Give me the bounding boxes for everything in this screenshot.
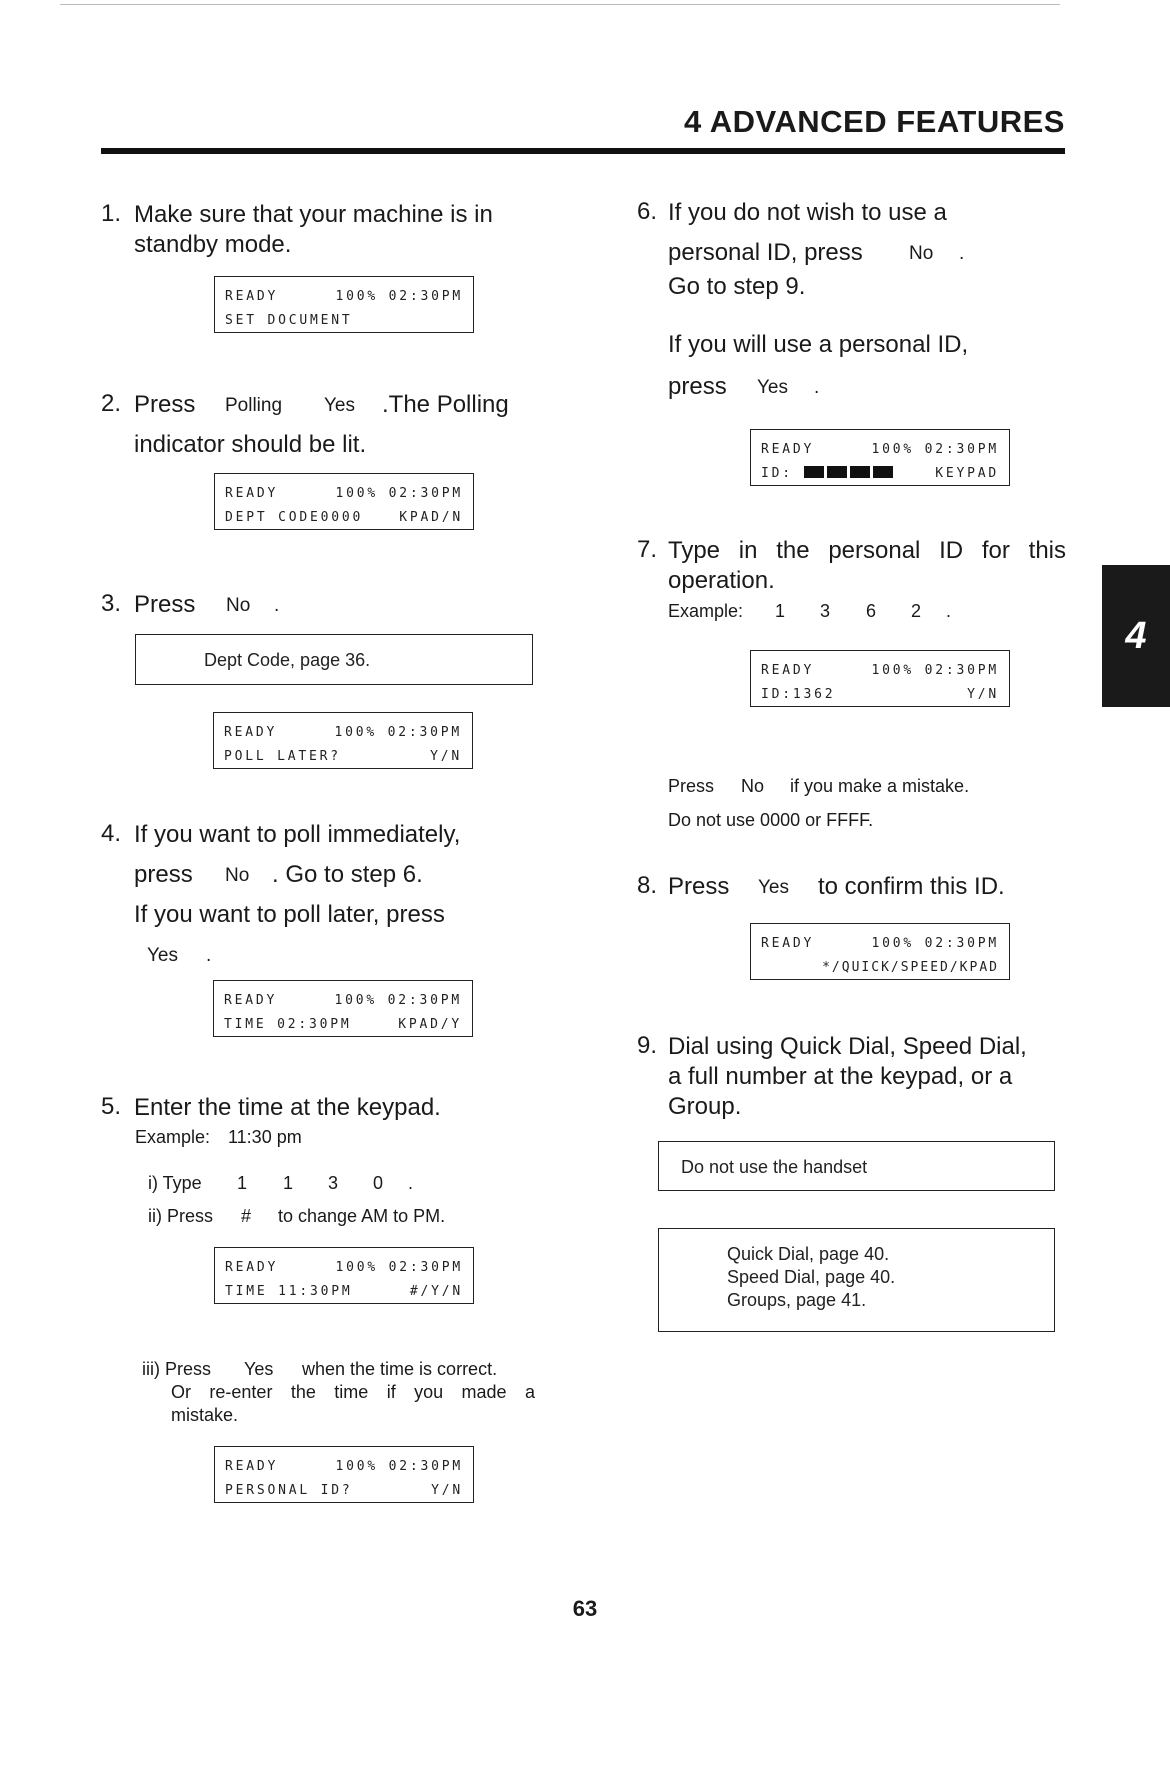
lcd-display-9 [750,923,1010,980]
lcd-text: Y/N [430,749,462,764]
step-8-press: Press [668,873,730,900]
substep-i-label: i) Type [148,1173,202,1193]
yes-key: Yes [324,395,355,416]
step-8-rest: to confirm this ID. [818,873,1005,900]
lcd-display-3 [213,712,473,769]
lcd-display-1 [214,276,474,333]
step-7-line1: Type in the personal ID for this [668,537,1066,564]
lcd-text: READY [225,1260,279,1275]
step-7-number: 7. [637,536,658,563]
lcd-text: 100% 02:30PM [871,936,999,951]
step-7-note-rest: if you make a mistake. [790,776,970,796]
lcd-text: ID:1362 [761,687,836,702]
step-7-note-line2: Do not use 0000 or FFFF. [668,810,874,830]
key-1: 1 [283,1173,294,1193]
lcd-text: #/Y/N [409,1284,463,1299]
no-key: No [225,865,250,886]
lcd-text: */QUICK/SPEED/KPAD [822,960,999,975]
lcd-text: KPAD/Y [398,1017,462,1032]
page-number: 63 [572,1596,598,1621]
note-text: Dept Code, page 36. [204,650,371,670]
lcd-text: TIME 11:30PM [225,1284,353,1299]
step-1-line2: standby mode. [134,231,292,258]
yes-key: Yes [147,945,178,966]
step-6-press: press [668,373,727,400]
step-7-note-press: Press [668,776,715,796]
substep-iii-line2: Or re-enter the time if you made a [171,1382,535,1402]
dept-code-note [135,634,533,685]
reference-speed-dial: Speed Dial, page 40. [727,1267,896,1287]
handset-note [658,1141,1055,1191]
lcd-text: READY [225,289,279,304]
no-key: No [909,243,934,264]
lcd-text: 100% 02:30PM [335,1459,463,1474]
lcd-text: 100% 02:30PM [871,442,999,457]
hash-key: # [241,1206,252,1226]
substep-iii-line3: mistake. [171,1405,239,1425]
lcd-display-4 [213,980,473,1037]
substep-iii-rest: when the time is correct. [302,1359,498,1379]
header-rule [101,148,1065,154]
polling-key: Polling [225,395,283,416]
step-1-number: 1. [101,200,122,227]
step-4-rest: . Go to step 6. [272,861,423,888]
lcd-text: READY [761,936,815,951]
lcd-text: 100% 02:30PM [335,486,463,501]
key-6: 6 [866,601,877,621]
step-3-dot: . [274,595,280,616]
lcd-display-7 [750,429,1010,486]
lcd-display-2 [214,473,474,530]
lcd-text: DEPT CODE0000 [225,510,364,525]
top-edge-line [60,4,1060,5]
step-6-line3: Go to step 9. [668,273,806,300]
step-5-example-value: 11:30 pm [228,1127,302,1147]
key-1: 1 [237,1173,248,1193]
reference-groups: Groups, page 41. [727,1290,867,1310]
step-9-number: 9. [637,1032,658,1059]
step-5-line1: Enter the time at the keypad. [134,1094,441,1121]
step-7-dot: . [946,601,952,621]
step-6-dot1: . [959,243,965,264]
lcd-text: 100% 02:30PM [334,993,462,1008]
yes-key: Yes [757,377,788,398]
key-0: 0 [373,1173,384,1193]
step-7-example-label: Example: [668,601,744,621]
yes-key: Yes [758,877,789,898]
id-mask-icon [804,466,896,481]
step-4-dot: . [206,945,212,966]
step-9-line2: a full number at the keypad, or a [668,1063,1013,1090]
step-2-rest: .The Polling [382,391,509,418]
lcd-text: READY [224,993,278,1008]
step-2-press: Press [134,391,196,418]
lcd-display-5 [214,1247,474,1304]
lcd-text: KPAD/N [399,510,463,525]
step-6-dot2: . [814,377,820,398]
lcd-text: READY [225,1459,279,1474]
lcd-text: READY [761,442,815,457]
lcd-text: KEYPAD [935,466,999,481]
step-4-number: 4. [101,820,122,847]
step-5-example-label: Example: [135,1127,211,1147]
step-4-press: press [134,861,193,888]
lcd-text: 100% 02:30PM [335,1260,463,1275]
lcd-text: Y/N [431,1483,463,1498]
lcd-text: PERSONAL ID? [225,1483,353,1498]
lcd-display-8 [750,650,1010,707]
step-6-line1: If you do not wish to use a [668,199,947,226]
step-9-line1: Dial using Quick Dial, Speed Dial, [668,1033,1027,1060]
lcd-text: READY [224,725,278,740]
no-key: No [741,776,765,796]
key-3: 3 [328,1173,339,1193]
chapter-title: 4 ADVANCED FEATURES [684,104,1065,139]
lcd-text: 100% 02:30PM [335,289,463,304]
lcd-text: READY [761,663,815,678]
step-4-line1: If you want to poll immediately, [134,821,461,848]
step-4-line3: If you want to poll later, press [134,901,445,928]
step-2-line2: indicator should be lit. [134,431,367,458]
key-2: 2 [911,601,922,621]
substep-ii-rest: to change AM to PM. [278,1206,446,1226]
key-3: 3 [820,601,831,621]
step-8-number: 8. [637,872,658,899]
reference-note [658,1228,1055,1332]
lcd-display-6 [214,1446,474,1503]
step-6-line2: personal ID, press [668,239,863,266]
substep-iii-label: iii) Press [142,1359,212,1379]
note-text: Do not use the handset [681,1157,868,1177]
reference-quick-dial: Quick Dial, page 40. [727,1244,890,1264]
step-6-line4: If you will use a personal ID, [668,331,969,358]
substep-i-dot: . [408,1173,414,1193]
step-9-line3: Group. [668,1093,742,1120]
lcd-text: ID: [761,466,793,481]
step-5-number: 5. [101,1093,122,1120]
lcd-text: POLL LATER? [224,749,341,764]
step-1-line1: Make sure that your machine is in [134,201,493,228]
step-3-number: 3. [101,590,122,617]
lcd-text: Y/N [967,687,999,702]
chapter-tab: 4 [1102,565,1170,707]
lcd-text: READY [225,486,279,501]
step-6-number: 6. [637,198,658,225]
no-key: No [226,595,251,616]
lcd-text: TIME 02:30PM [224,1017,352,1032]
substep-ii-label: ii) Press [148,1206,214,1226]
step-3-press: Press [134,591,196,618]
key-1: 1 [775,601,786,621]
yes-key: Yes [244,1359,274,1379]
step-7-line2: operation. [668,567,775,594]
lcd-text: 100% 02:30PM [334,725,462,740]
lcd-text: 100% 02:30PM [871,663,999,678]
lcd-text: SET DOCUMENT [225,313,353,328]
step-2-number: 2. [101,390,122,417]
